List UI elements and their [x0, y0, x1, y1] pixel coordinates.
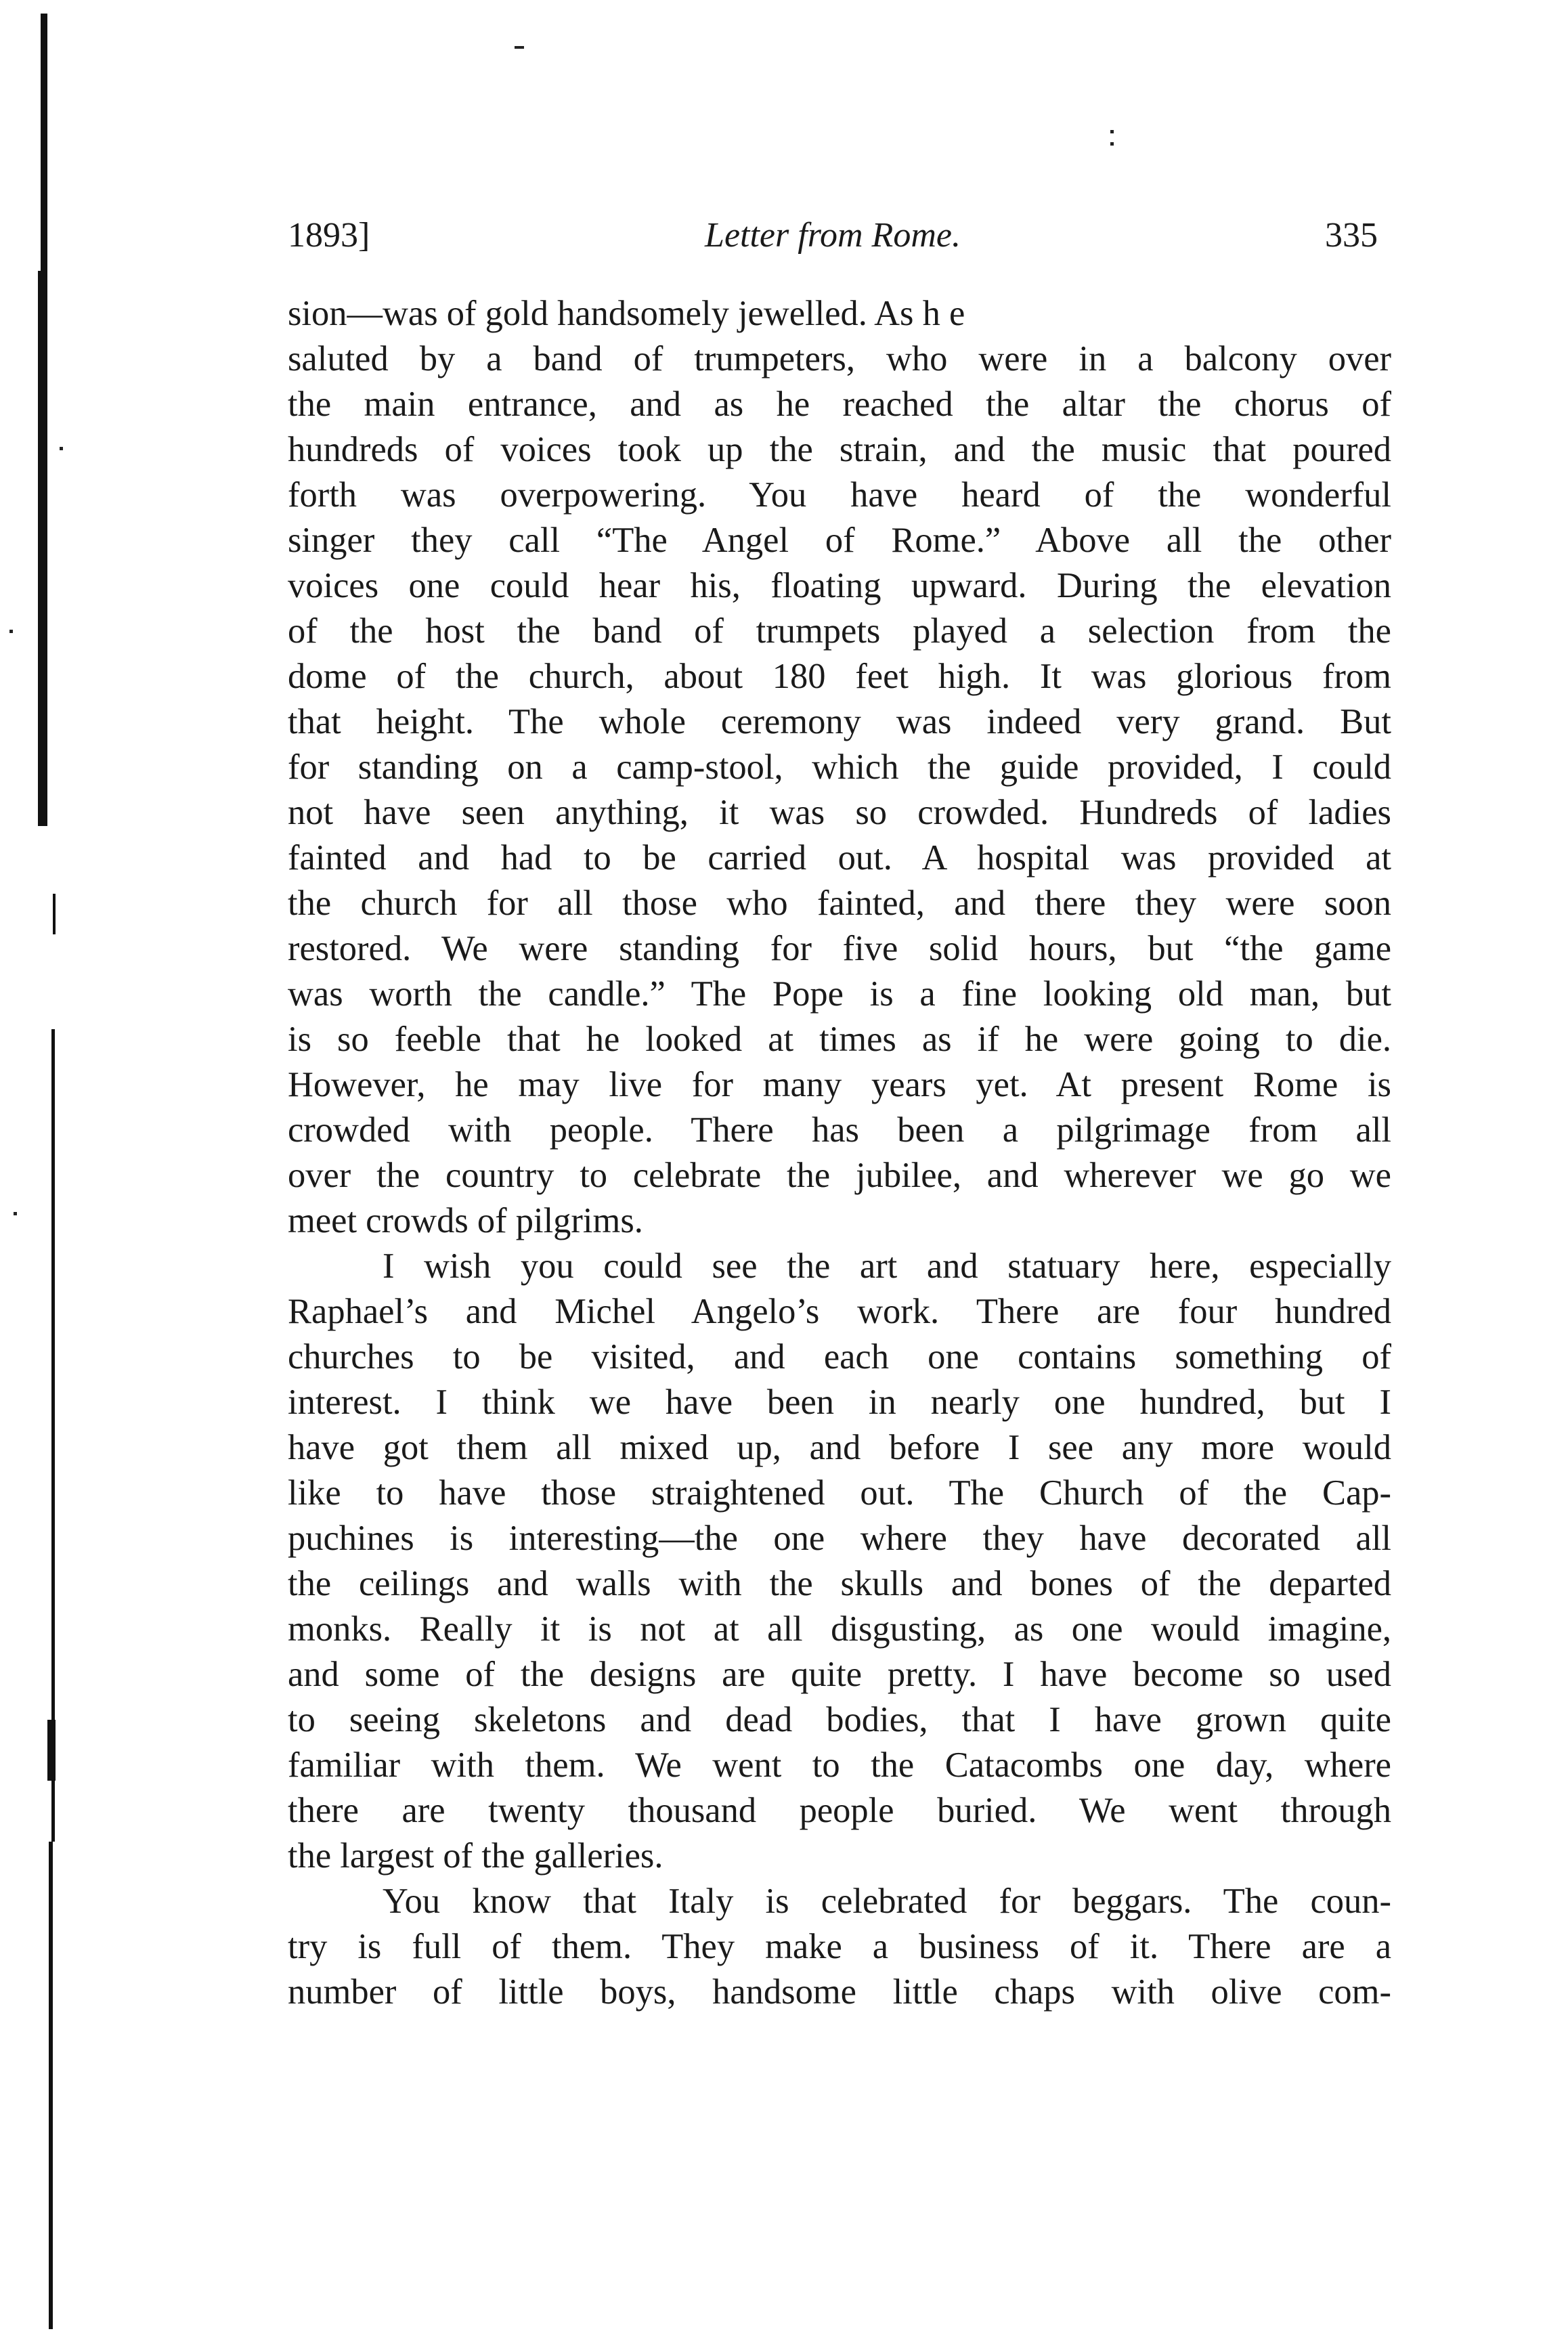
text-line: singer they call “The Angel of Rome.” Above all the other	[288, 521, 1391, 560]
text-line: dome of the church, about 180 feet high. It was glorious from	[288, 657, 1391, 696]
print-speck	[9, 630, 13, 633]
text-line: restored. We were standing for five solid hours, but “the game	[288, 929, 1391, 968]
print-speck	[515, 46, 524, 49]
text-line: monks. Really it is not at all disgusting, as one would imagine,	[288, 1609, 1391, 1649]
text-line: like to have those straightened out. The Church of the Cap-	[288, 1473, 1391, 1513]
print-speck	[1110, 142, 1114, 146]
binding-edge	[53, 894, 56, 934]
text-line: the main entrance, and as he reached the altar the chorus of	[288, 385, 1391, 424]
text-line: is so feeble that he looked at times as if he were going to die.	[288, 1020, 1391, 1059]
text-line: meet crowds of pilgrims.	[288, 1201, 643, 1240]
print-speck	[1110, 130, 1114, 133]
text-line: there are twenty thousand people buried. We went through	[288, 1791, 1391, 1830]
binding-edge	[49, 1842, 53, 2329]
text-line: Raphael’s and Michel Angelo’s work. There are four hundred	[288, 1292, 1391, 1331]
print-speck	[14, 1212, 17, 1215]
text-line: fainted and had to be carried out. A hospital was provided at	[288, 838, 1391, 877]
text-line: was worth the candle.” The Pope is a fine looking old man, but	[288, 974, 1391, 1014]
text-line: of the host the band of trumpets played a selection from the	[288, 611, 1391, 651]
text-line: churches to be visited, and each one contains something of	[288, 1337, 1391, 1376]
page-number: 335	[1325, 216, 1378, 255]
text-line: I wish you could see the art and statuary here, especially	[383, 1246, 1391, 1286]
text-line: not have seen anything, it was so crowded. Hundreds of ladies	[288, 793, 1391, 832]
text-line: crowded with people. There has been a pilgrimage from all	[288, 1110, 1391, 1150]
binding-edge	[47, 1720, 56, 1781]
text-line: number of little boys, handsome little chaps with olive com-	[288, 1972, 1391, 2012]
text-line: saluted by a band of trumpeters, who were in a balcony over	[288, 339, 1391, 378]
text-line: to seeing skeletons and dead bodies, that I have grown quite	[288, 1700, 1391, 1739]
text-line: However, he may live for many years yet. At present Rome is	[288, 1065, 1391, 1104]
text-line: You know that Italy is celebrated for beggars. The coun-	[383, 1882, 1391, 1921]
running-header	[288, 215, 1378, 269]
text-line: voices one could hear his, floating upward. During the elevation	[288, 566, 1391, 605]
text-line: over the country to celebrate the jubilee, and wherever we go we	[288, 1156, 1391, 1195]
text-line: try is full of them. They make a business of it. There are a	[288, 1927, 1391, 1966]
text-line: sion—was of gold handsomely jewelled. As h e	[288, 294, 965, 333]
text-line: and some of the designs are quite pretty. I have become so used	[288, 1655, 1391, 1694]
text-line: the ceilings and walls with the skulls and bones of the departed	[288, 1564, 1391, 1603]
text-line: that height. The whole ceremony was indeed very grand. But	[288, 702, 1391, 741]
text-line: for standing on a camp-stool, which the guide provided, I could	[288, 747, 1391, 787]
header-year: 1893]	[288, 216, 370, 255]
text-line: puchines is interesting—the one where they have decorated all	[288, 1519, 1391, 1558]
running-title: Letter from Rome.	[705, 216, 961, 255]
text-line: the church for all those who fainted, and there they were soon	[288, 884, 1391, 923]
binding-edge	[38, 271, 47, 826]
print-speck	[60, 447, 63, 450]
text-line: the largest of the galleries.	[288, 1836, 663, 1875]
text-line: forth was overpowering. You have heard of the wonderful	[288, 475, 1391, 515]
text-line: interest. I think we have been in nearly one hundred, but I	[288, 1383, 1391, 1422]
text-line: hundreds of voices took up the strain, and the music that poured	[288, 430, 1391, 469]
text-line: have got them all mixed up, and before I see any more would	[288, 1428, 1391, 1467]
text-line: familiar with them. We went to the Catacombs one day, where	[288, 1745, 1391, 1785]
body-text	[288, 291, 1391, 2015]
binding-edge	[41, 14, 47, 271]
